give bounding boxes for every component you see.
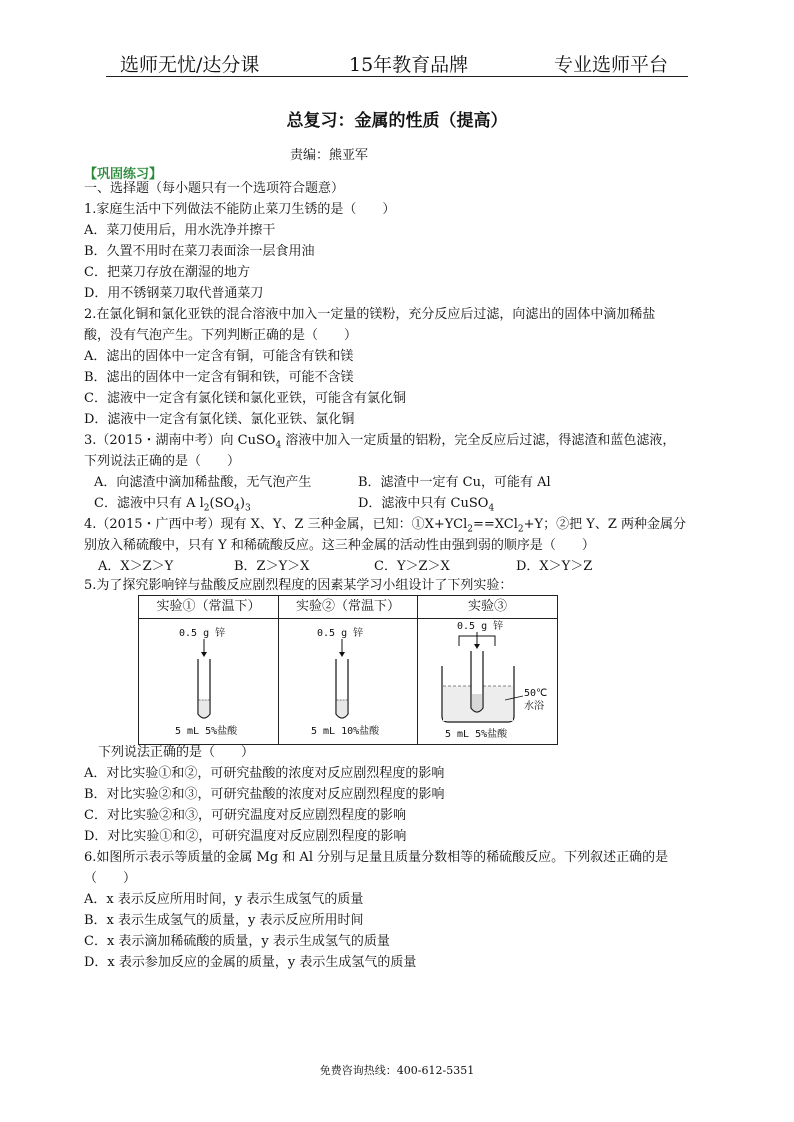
experiment-3-title: 实验③: [418, 596, 557, 619]
part-heading: 一、选择题（每小题只有一个选项符合题意）: [84, 181, 345, 196]
q1-option-b: B．久置不用时在菜刀表面涂一层食用油: [84, 244, 315, 259]
q2-option-b: B．滤出的固体中一定含有铜和铁，可能不含镁: [84, 370, 354, 385]
q4-option-c: C．Y＞Z＞X: [374, 559, 450, 574]
exp2-arrow-head: [339, 652, 345, 657]
exp3-bath-label: 水浴: [524, 701, 544, 712]
experiment-2-title: 实验②（常温下）: [279, 596, 417, 619]
exp3-arrow-head: [474, 644, 480, 649]
q6-option-d: D．x 表示参加反应的金属的质量，y 表示生成氢气的质量: [84, 955, 417, 970]
q6-option-c: C．x 表示滴加稀硫酸的质量，y 表示生成氢气的质量: [84, 934, 390, 949]
q2-option-c: C．滤液中一定含有氯化镁和氯化亚铁，可能含有氯化铜: [84, 391, 406, 406]
exp1-acid-label: 5 mL 5%盐酸: [175, 726, 238, 737]
q5-ask: 下列说法正确的是（ ）: [98, 745, 255, 760]
q5-option-d: D．对比实验①和②，可研究温度对反应剧烈程度的影响: [84, 829, 407, 844]
q2-stem-line1: 2.在氯化铜和氯化亚铁的混合溶液中加入一定量的镁粉，充分反应后过滤，向滤出的固体中滴加稀盐: [84, 307, 656, 322]
exp3-zinc-label: 0.5 g 锌: [457, 621, 504, 632]
experiment-1-apparatus: [175, 626, 238, 737]
page-header: [106, 46, 688, 77]
page-title: 总复习：金属的性质（提高）: [286, 111, 508, 131]
exp2-acid-label: 5 mL 10%盐酸: [311, 726, 380, 737]
section-tag: 【巩固练习】: [84, 167, 163, 182]
exp1-acid-liquid: [199, 700, 210, 718]
experiment-2-apparatus: [311, 626, 380, 737]
exp3-temp-label: 50℃: [524, 688, 548, 699]
q4-option-b: B．Z＞Y＞X: [234, 559, 310, 574]
q5-option-b: B．对比实验②和③，可研究盐酸的浓度对反应剧烈程度的影响: [84, 787, 445, 802]
q2-option-d: D．滤液中一定含有氯化镁、氯化亚铁、氯化铜: [84, 412, 355, 427]
exp1-zinc-label: 0.5 g 锌: [179, 628, 226, 639]
experiment-drawings: [139, 596, 557, 744]
exp2-zinc-label: 0.5 g 锌: [317, 628, 364, 639]
q3-option-a: A．向滤渣中滴加稀盐酸，无气泡产生: [94, 475, 312, 490]
q4-option-a: A．X＞Z＞Y: [98, 559, 174, 574]
experiment-3-apparatus: [442, 619, 547, 740]
experiment-1-title: 实验①（常温下）: [139, 596, 278, 619]
q6-stem-line1: 6.如图所示表示等质量的金属 Mg 和 Al 分别与足量且质量分数相等的稀硫酸反应。下列叙述正确的是: [84, 850, 669, 865]
q3-stem-line1: 3.（2015・湖南中考）向 CuSO$_4$ 溶液中加入一定质量的铝粉，完全反应后过滤，得滤渣和蓝色滤液，: [84, 433, 676, 451]
q5-stem: 5.为了探究影响锌与盐酸反应剧烈程度的因素某学习小组设计了下列实验：: [84, 578, 513, 593]
footer-hotline: 免费咨询热线：400-612-5351: [319, 1064, 475, 1077]
q3-option-c: C．滤液中只有 A $l_2(SO_4)_3$: [94, 496, 251, 514]
exp3-acid-label: 5 mL 5%盐酸: [445, 729, 508, 740]
q1-option-c: C．把菜刀存放在潮湿的地方: [84, 265, 250, 280]
header-slogan: 15年教育品牌: [349, 54, 469, 76]
q6-option-a: A．x 表示反应所用时间，y 表示生成氢气的质量: [84, 892, 364, 907]
q1-option-d: D．用不锈钢菜刀取代普通菜刀: [84, 286, 264, 301]
q3-option-d: D．滤液中只有 CuSO$_4$: [358, 496, 495, 514]
q5-option-c: C．对比实验②和③，可研究温度对反应剧烈程度的影响: [84, 808, 406, 823]
q4-stem-line2: 别放入稀硫酸中，只有 Y 和稀硫酸反应。这三种金属的活动性由强到弱的顺序是（ ）: [84, 538, 595, 553]
header-brand: 选师无忧/达分课: [120, 54, 260, 76]
header-platform: 专业选师平台: [554, 54, 669, 76]
q6-stem-line2: （ ）: [84, 871, 137, 886]
editor-credit: 责编：熊亚军: [290, 148, 369, 163]
exp2-acid-liquid: [337, 700, 348, 718]
q3-option-b: B．滤渣中一定有 Cu，可能有 Al: [358, 475, 551, 490]
q1-stem: 1.家庭生活中下列做法不能防止菜刀生锈的是（ ）: [84, 202, 396, 217]
exp3-acid-liquid: [472, 694, 483, 712]
experiment-figure: [138, 595, 558, 745]
exp1-arrow-head: [201, 652, 207, 657]
q4-stem-line1: 4.（2015・广西中考）现有 X、Y、Z 三种金属，已知：①X+YCl$_2$==XCl$_2$+Y；②把 Y、Z 两种金属分: [84, 517, 686, 535]
q2-stem-line2: 酸，没有气泡产生。下列判断正确的是（ ）: [84, 328, 358, 343]
q5-option-a: A．对比实验①和②，可研究盐酸的浓度对反应剧烈程度的影响: [84, 766, 445, 781]
q6-option-b: B．x 表示生成氢气的质量，y 表示反应所用时间: [84, 913, 364, 928]
q3-stem-line2: 下列说法正确的是（ ）: [84, 454, 241, 469]
q1-option-a: A．菜刀使用后，用水洗净并擦干: [84, 223, 276, 238]
q2-option-a: A．滤出的固体中一定含有铜，可能含有铁和镁: [84, 349, 354, 364]
q4-option-d: D．X＞Y＞Z: [516, 559, 593, 574]
